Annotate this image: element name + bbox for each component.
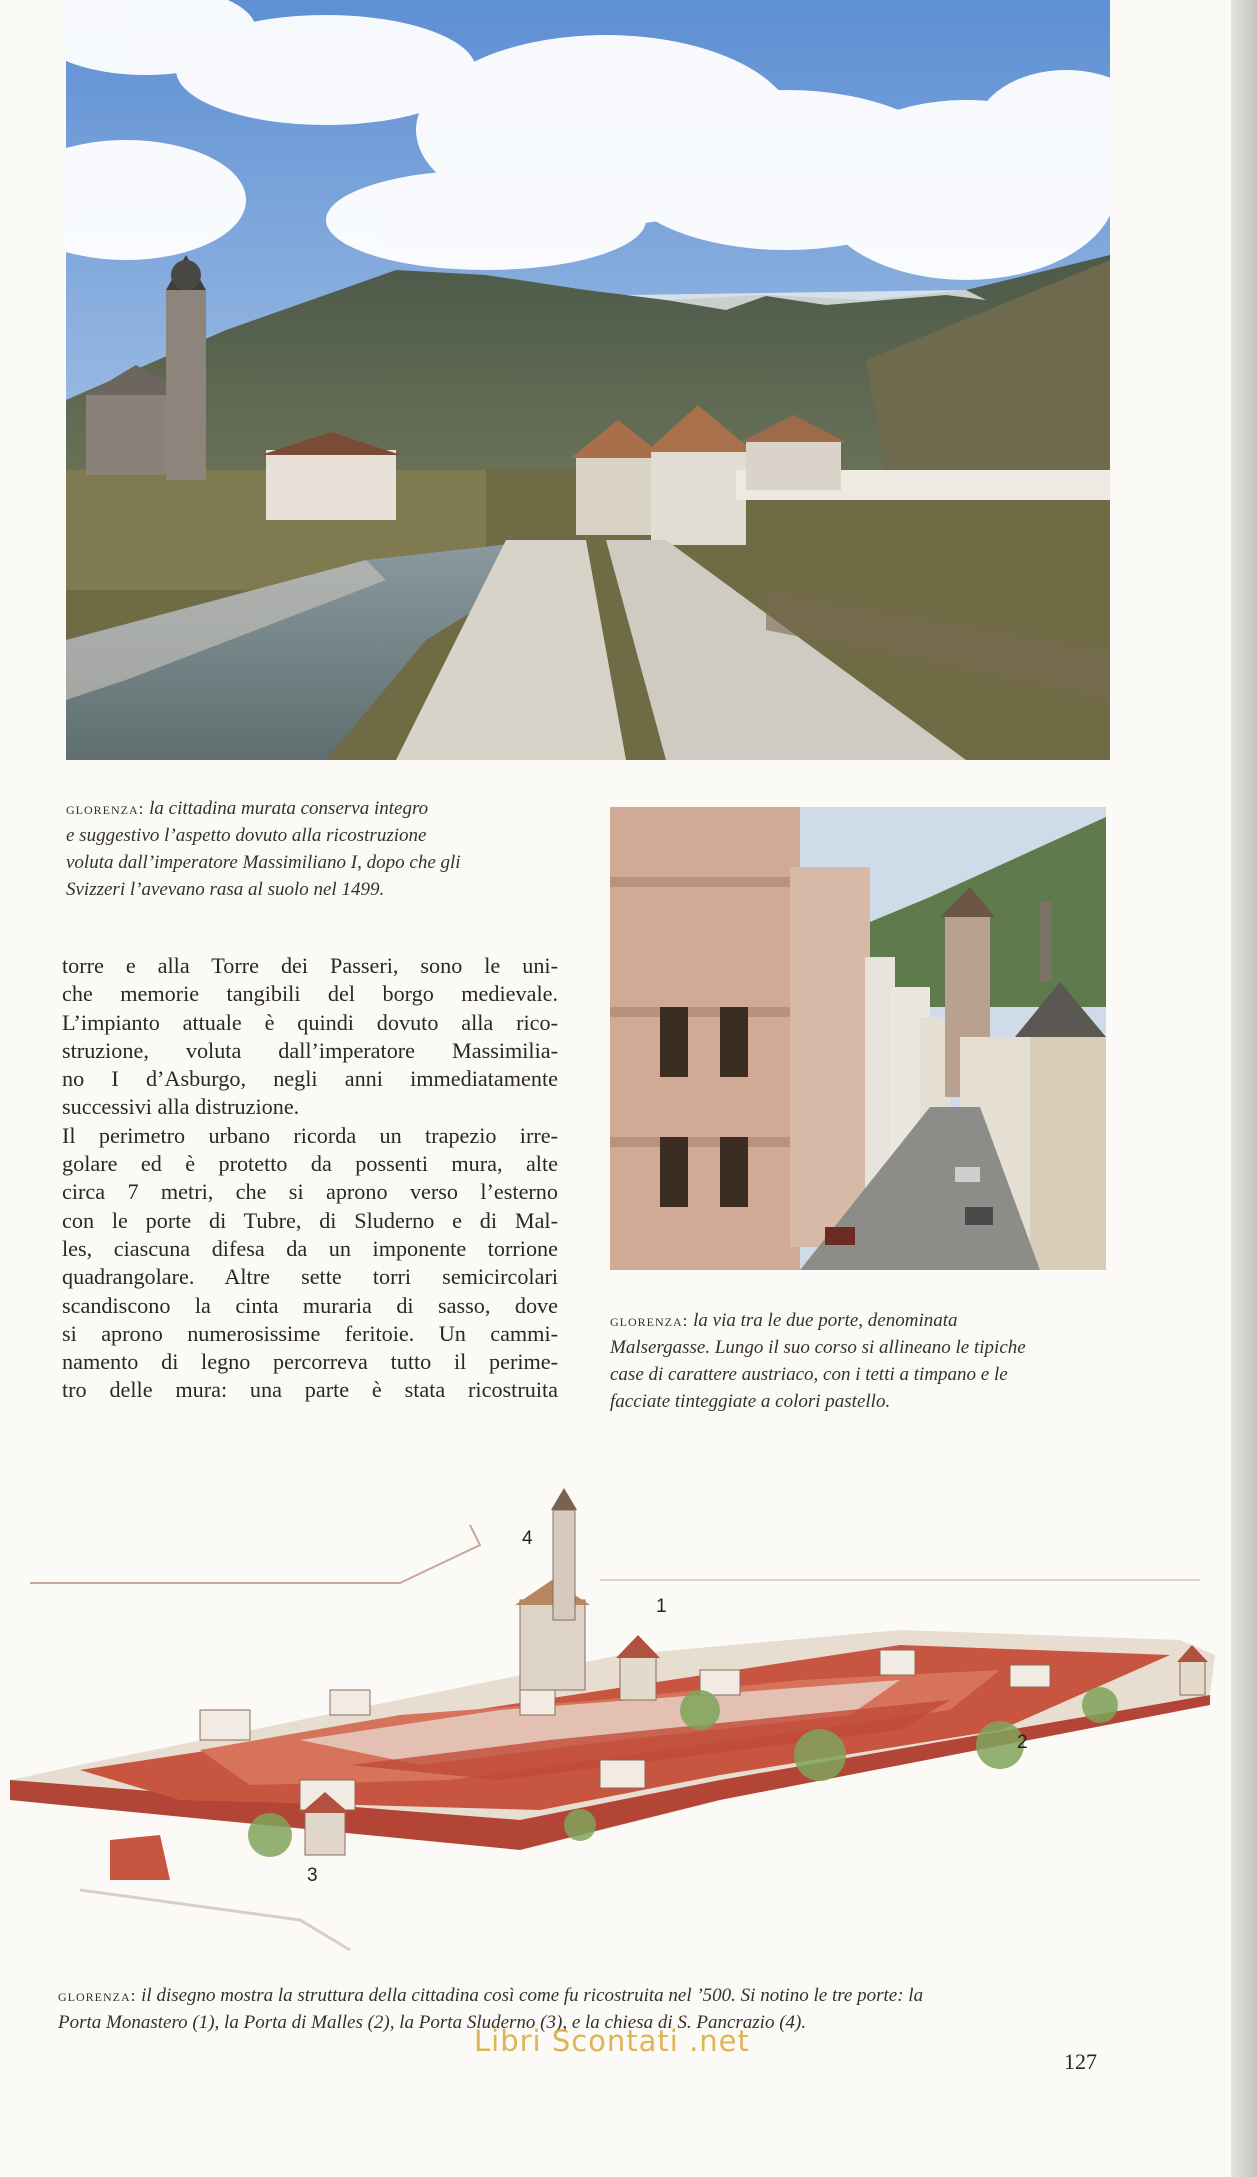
caption-line: Svizzeri l’avevano rasa al suolo nel 1499.	[66, 879, 385, 900]
caption-line: Porta Monastero (1), la Porta di Malles (2), la Porta Sluderno (3), e la chiesa di S. Pancrazio (4).	[58, 2012, 807, 2033]
body-line: golare ed è protetto da possenti mura, alte	[62, 1151, 558, 1177]
caption-line: il disegno mostra la struttura della cittadina così come fu ricostruita nel ’500. Si notino le tre porte: la	[141, 1985, 924, 2006]
body-line: les, ciascuna difesa da un imponente torrione	[62, 1235, 558, 1261]
caption-lead: glorenza:	[66, 799, 145, 818]
top-photo-caption	[66, 795, 586, 903]
body-line: scandiscono la cinta muraria di sasso, dove	[62, 1292, 558, 1318]
label-chiesa-s-pancrazio: 4	[522, 1528, 533, 1549]
page-edge	[1231, 0, 1257, 2177]
body-line: torre e alla Torre dei Passeri, sono le uni-	[62, 953, 558, 978]
landscape-photo-icon	[66, 0, 1110, 760]
page-number: 127	[1064, 2049, 1097, 2074]
caption-lead: glorenza:	[610, 1311, 689, 1330]
body-line: Il perimetro urbano ricorda un trapezio irre-	[62, 1122, 558, 1148]
body-line: con le porte di Tubre, di Sluderno e di Mal-	[62, 1207, 558, 1233]
body-line: struzione, voluta dall’imperatore Massimilia-	[62, 1037, 558, 1063]
body-line: quadrangolare. Altre sette torri semicircolari	[62, 1264, 558, 1290]
street-photo-caption	[610, 1307, 1150, 1415]
street-photo-icon	[610, 807, 1106, 1270]
caption-line: Malsergasse. Lungo il suo corso si allineano le tipiche	[610, 1337, 1026, 1358]
body-line: namento di legno percorreva tutto il perime-	[62, 1349, 558, 1375]
watermark: Libri Scontati .net	[474, 2024, 750, 2058]
caption-lead: glorenza:	[58, 1986, 137, 2005]
body-line: si aprono numerosissime feritoie. Un cammi-	[62, 1320, 558, 1346]
body-line: che memorie tangibili del borgo medievale.	[62, 981, 558, 1007]
body-line: no I d’Asburgo, negli anni immediatamente	[62, 1066, 558, 1092]
caption-line: facciate tinteggiate a colori pastello.	[610, 1391, 891, 1412]
body-line: L’impianto attuale è quindi dovuto alla rico-	[62, 1009, 558, 1035]
body-line: circa 7 metri, che si aprono verso l’esterno	[62, 1179, 558, 1205]
landscape-photo	[66, 0, 1110, 760]
town-illustration	[0, 1480, 1230, 1960]
label-porta-monastero: 1	[656, 1596, 667, 1617]
caption-line: case di carattere austriaco, con i tetti a timpano e le	[610, 1364, 1008, 1385]
street-photo	[610, 807, 1106, 1270]
caption-line: la via tra le due porte, denominata	[693, 1310, 958, 1331]
caption-line: la cittadina murata conserva integro	[149, 798, 429, 819]
caption-line: e suggestivo l’aspetto dovuto alla ricostruzione	[66, 825, 427, 846]
body-line: tro delle mura: una parte è stata ricostruita	[62, 1377, 558, 1403]
caption-line: voluta dall’imperatore Massimiliano I, dopo che gli	[66, 852, 461, 873]
label-porta-malles: 2	[1017, 1732, 1028, 1753]
label-porta-sluderno: 3	[307, 1865, 318, 1886]
town-drawing-illustration-icon	[0, 1480, 1230, 1960]
body-line: successivi alla distruzione.	[62, 1094, 300, 1120]
body-text	[62, 952, 558, 1405]
